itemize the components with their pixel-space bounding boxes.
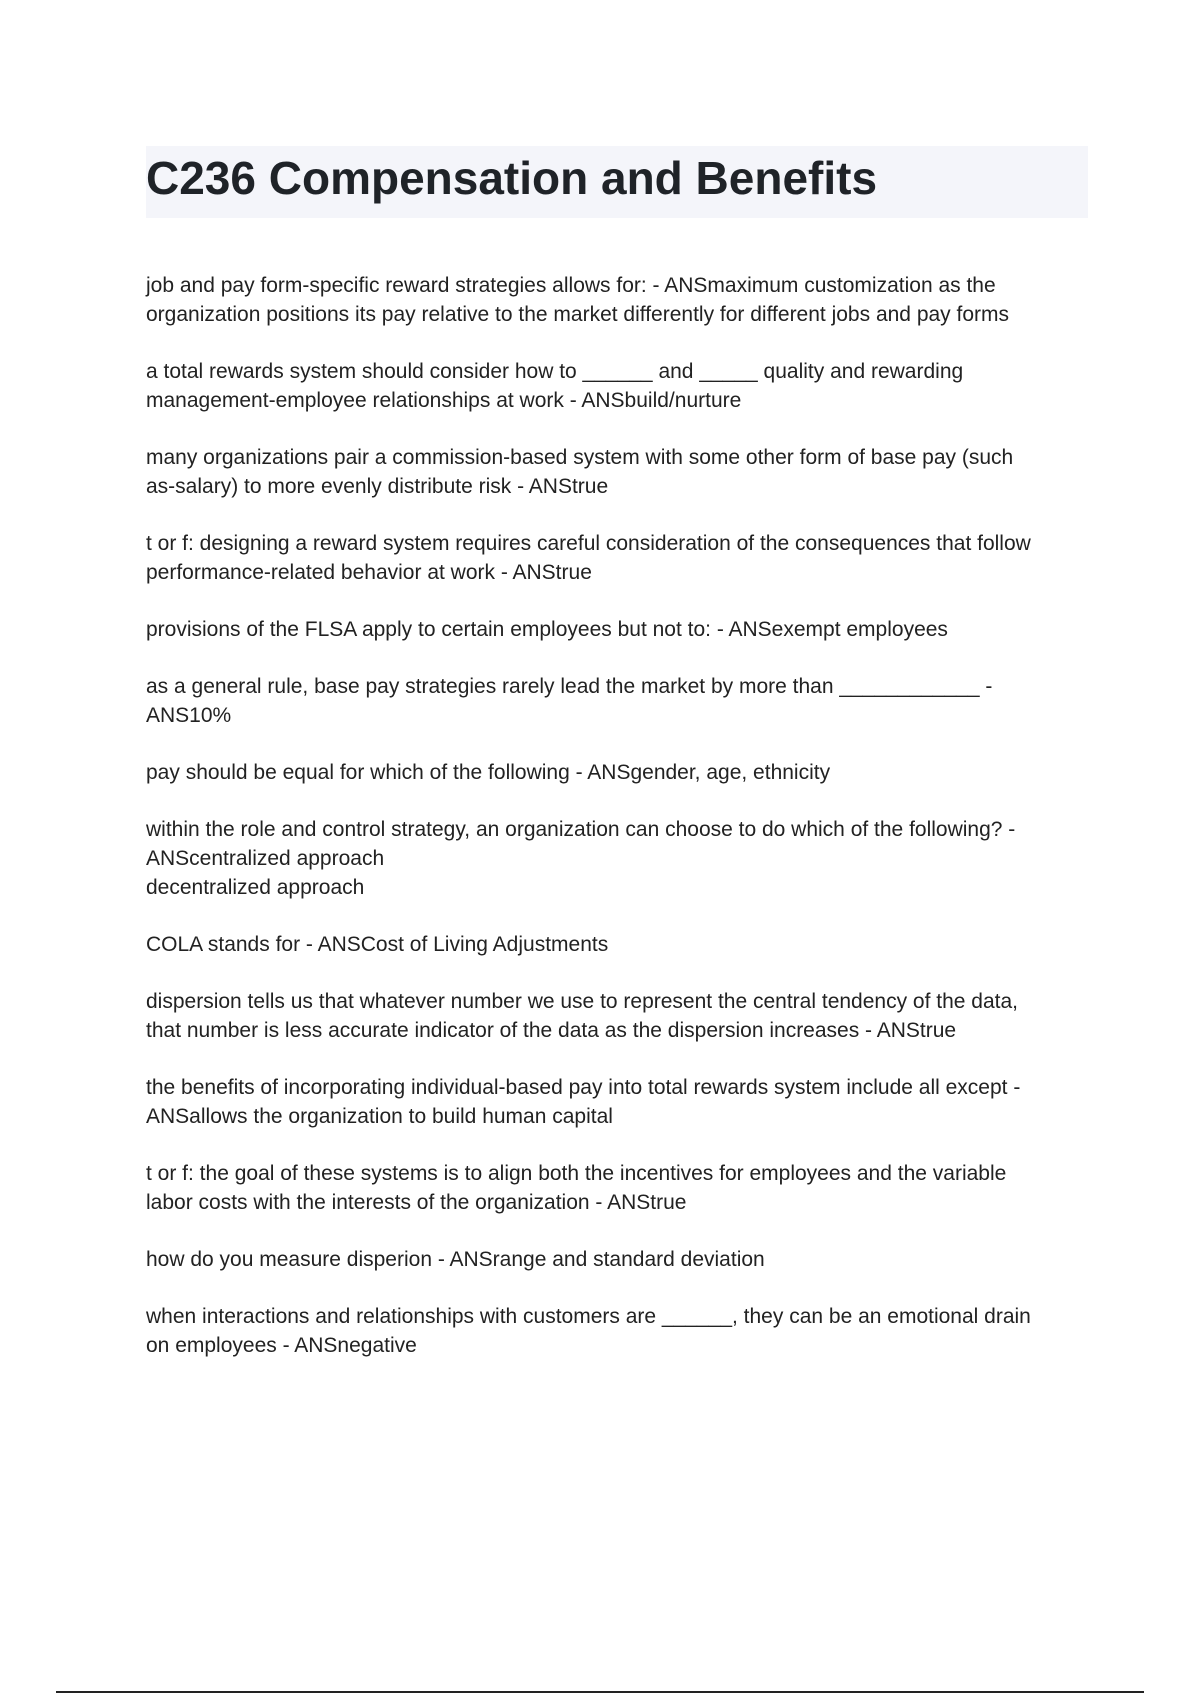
qa-item — [146, 1159, 1086, 1217]
qa-line: on employees - ANSnegative — [146, 1334, 417, 1357]
qa-line: performance-related behavior at work - ANStrue — [146, 561, 592, 584]
qa-line: decentralized approach — [146, 876, 365, 899]
qa-line: organization positions its pay relative to the market differently for different jobs and pay forms — [146, 303, 1010, 326]
qa-item — [146, 271, 1086, 329]
qa-line: ANS10% — [146, 704, 232, 727]
qa-line: a total rewards system should consider how to ______ and _____ quality and rewarding — [146, 360, 964, 383]
qa-line: management-employee relationships at work - ANSbuild/nurture — [146, 389, 742, 412]
qa-line: that number is less accurate indicator of the data as the dispersion increases - ANStrue — [146, 1019, 957, 1042]
qa-line: COLA stands for - ANSCost of Living Adjustments — [146, 933, 609, 956]
qa-item — [146, 672, 1086, 730]
qa-line: t or f: designing a reward system requires careful consideration of the consequences that follow — [146, 532, 1031, 555]
qa-line: within the role and control strategy, an organization can choose to do which of the following? - — [146, 818, 1016, 841]
page-title: C236 Compensation and Benefits — [146, 152, 878, 204]
qa-line: pay should be equal for which of the following - ANSgender, age, ethnicity — [146, 761, 831, 784]
qa-line: many organizations pair a commission-based system with some other form of base pay (such — [146, 446, 1014, 469]
qa-item — [146, 357, 1086, 415]
qa-line: t or f: the goal of these systems is to align both the incentives for employees and the variable — [146, 1162, 1007, 1185]
qa-line: the benefits of incorporating individual-based pay into total rewards system include all except - — [146, 1076, 1021, 1099]
qa-item — [146, 443, 1086, 501]
qa-line: as a general rule, base pay strategies rarely lead the market by more than ____________ - — [146, 675, 993, 698]
qa-item — [146, 1073, 1086, 1131]
qa-line: how do you measure disperion - ANSrange and standard deviation — [146, 1248, 765, 1271]
qa-item — [146, 1302, 1086, 1360]
qa-line: when interactions and relationships with customers are ______, they can be an emotional drain — [146, 1305, 1031, 1328]
qa-line: ANSallows the organization to build human capital — [146, 1105, 613, 1128]
qa-list — [146, 271, 1086, 1388]
qa-item — [146, 1245, 1086, 1274]
qa-line: job and pay form-specific reward strategies allows for: - ANSmaximum customization as the — [146, 274, 996, 297]
qa-line: provisions of the FLSA apply to certain employees but not to: - ANSexempt employees — [146, 618, 948, 641]
qa-item — [146, 758, 1086, 787]
bottom-rule — [56, 1691, 1144, 1693]
qa-item — [146, 615, 1086, 644]
qa-item — [146, 529, 1086, 587]
qa-line: dispersion tells us that whatever number we use to represent the central tendency of the data, — [146, 990, 1019, 1013]
qa-line: ANScentralized approach — [146, 847, 385, 870]
qa-item — [146, 930, 1086, 959]
qa-item — [146, 987, 1086, 1045]
qa-line: as-salary) to more evenly distribute risk - ANStrue — [146, 475, 609, 498]
qa-line: labor costs with the interests of the organization - ANStrue — [146, 1191, 687, 1214]
qa-item — [146, 815, 1086, 902]
